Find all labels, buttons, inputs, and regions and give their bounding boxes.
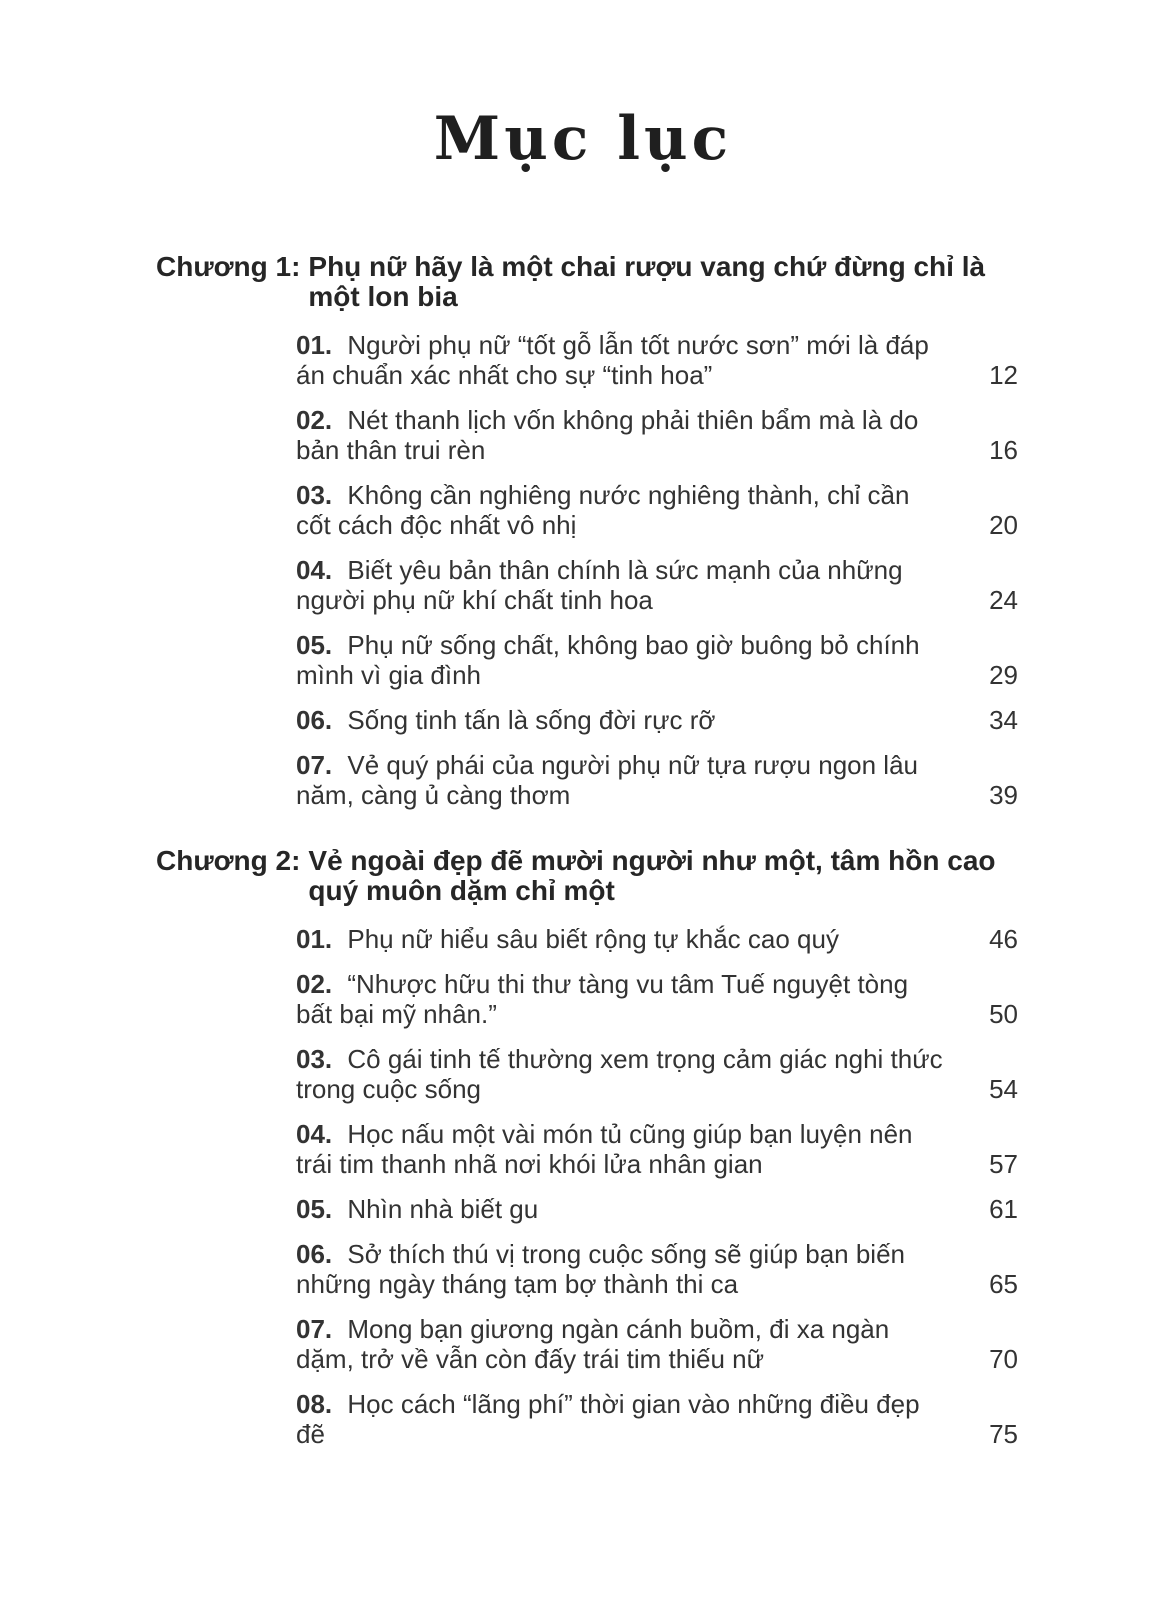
entry-title: Học cách “lãng phí” thời gian vào những điều đẹp đẽ xyxy=(296,1389,920,1449)
entry-page-number: 75 xyxy=(989,1419,1018,1449)
entry-page-number: 61 xyxy=(989,1194,1018,1224)
entry-title: “Nhược hữu thi thư tàng vu tâm Tuế nguyệt tòng bất bại mỹ nhân.” xyxy=(296,969,909,1029)
entry-number: 01. xyxy=(296,330,340,360)
toc-entry xyxy=(296,1314,1018,1374)
toc-entry xyxy=(296,330,1018,390)
toc-entry xyxy=(296,405,1018,465)
entry-page-number: 20 xyxy=(989,510,1018,540)
entry-number: 03. xyxy=(296,480,340,510)
entry-title: Mong bạn giương ngàn cánh buồm, đi xa ngàn dặm, trở về vẫn còn đấy trái tim thiếu nữ xyxy=(296,1314,890,1374)
entry-page-number: 16 xyxy=(989,435,1018,465)
toc-entry xyxy=(296,480,1018,540)
entry-title: Sống tinh tấn là sống đời rực rỡ xyxy=(347,705,716,735)
entry-title: Học nấu một vài món tủ cũng giúp bạn luyện nên trái tim thanh nhã nơi khói lửa nhân gian xyxy=(296,1119,913,1179)
entry-page-number: 39 xyxy=(989,780,1018,810)
entry-number: 06. xyxy=(296,1239,340,1269)
toc-entry xyxy=(296,1389,1018,1449)
entry-title: Cô gái tinh tế thường xem trọng cảm giác nghi thức trong cuộc sống xyxy=(296,1044,943,1104)
toc-entry xyxy=(296,1239,1018,1299)
entry-title: Không cần nghiêng nước nghiêng thành, chỉ cần cốt cách độc nhất vô nhị xyxy=(296,480,910,540)
entry-title: Phụ nữ sống chất, không bao giờ buông bỏ chính mình vì gia đình xyxy=(296,630,920,690)
toc-entry xyxy=(296,555,1018,615)
toc-entry xyxy=(296,1194,1018,1224)
entry-page-number: 57 xyxy=(989,1149,1018,1179)
entry-title: Nét thanh lịch vốn không phải thiên bẩm mà là do bản thân trui rèn xyxy=(296,405,919,465)
toc-entry xyxy=(296,1119,1018,1179)
entry-number: 06. xyxy=(296,705,340,735)
entry-number: 08. xyxy=(296,1389,340,1419)
toc-entry xyxy=(296,969,1018,1029)
chapter-heading xyxy=(156,846,1018,906)
entry-title: Người phụ nữ “tốt gỗ lẫn tốt nước sơn” mới là đáp án chuẩn xác nhất cho sự “tinh hoa” xyxy=(296,330,929,390)
entry-number: 02. xyxy=(296,405,340,435)
toc-entry xyxy=(296,750,1018,810)
entry-page-number: 65 xyxy=(989,1269,1018,1299)
toc-entry xyxy=(296,630,1018,690)
entry-title: Biết yêu bản thân chính là sức mạnh của những người phụ nữ khí chất tinh hoa xyxy=(296,555,903,615)
entry-number: 07. xyxy=(296,1314,340,1344)
entry-page-number: 12 xyxy=(989,360,1018,390)
entry-page-number: 54 xyxy=(989,1074,1018,1104)
table-of-contents xyxy=(156,252,1018,1467)
chapter-2 xyxy=(156,846,1018,1449)
entry-page-number: 29 xyxy=(989,660,1018,690)
entry-number: 05. xyxy=(296,630,340,660)
entry-page-number: 24 xyxy=(989,585,1018,615)
entry-title: Sở thích thú vị trong cuộc sống sẽ giúp bạn biến những ngày tháng tạm bợ thành thi ca xyxy=(296,1239,906,1299)
chapter-heading xyxy=(156,252,1018,312)
toc-entry xyxy=(296,705,1018,735)
page-title: Mục lục xyxy=(433,104,733,174)
entry-page-number: 50 xyxy=(989,999,1018,1029)
entry-number: 05. xyxy=(296,1194,340,1224)
entry-number: 02. xyxy=(296,969,340,999)
entry-page-number: 34 xyxy=(989,705,1018,735)
chapter-label: Chương 2: xyxy=(156,845,301,876)
chapter-name: Phụ nữ hãy là một chai rượu vang chứ đừng chỉ là một lon bia xyxy=(308,251,986,312)
toc-entry xyxy=(296,924,1018,954)
entry-title: Phụ nữ hiểu sâu biết rộng tự khắc cao quý xyxy=(347,924,839,954)
entry-page-number: 70 xyxy=(989,1344,1018,1374)
entry-page-number: 46 xyxy=(989,924,1018,954)
chapter-label: Chương 1: xyxy=(156,251,301,282)
entry-number: 04. xyxy=(296,1119,340,1149)
entry-number: 03. xyxy=(296,1044,340,1074)
entry-number: 01. xyxy=(296,924,340,954)
chapter-1 xyxy=(156,252,1018,810)
entry-title: Nhìn nhà biết gu xyxy=(347,1194,539,1224)
entry-number: 04. xyxy=(296,555,340,585)
entry-number: 07. xyxy=(296,750,340,780)
chapter-name: Vẻ ngoài đẹp đẽ mười người như một, tâm hồn cao quý muôn dặm chỉ một xyxy=(308,845,996,906)
toc-entry xyxy=(296,1044,1018,1104)
entry-title: Vẻ quý phái của người phụ nữ tựa rượu ngon lâu năm, càng ủ càng thơm xyxy=(296,750,919,810)
